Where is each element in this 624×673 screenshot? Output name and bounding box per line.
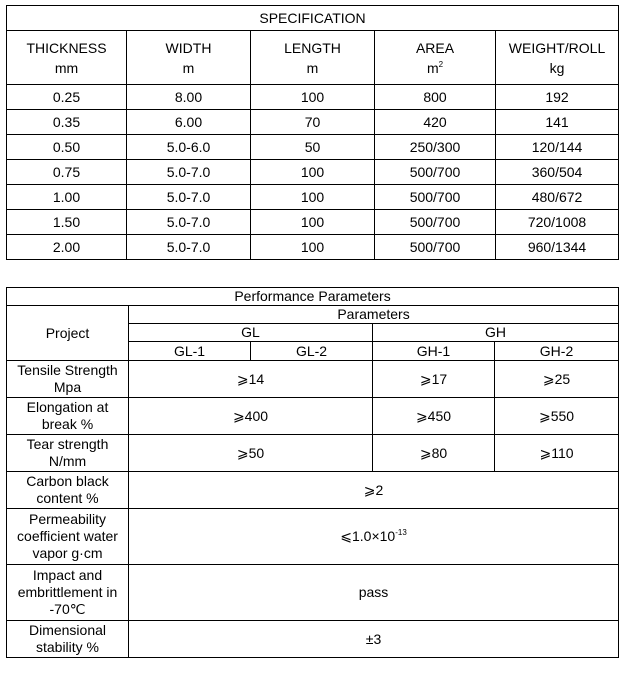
cell-length: 100: [251, 85, 375, 110]
value-all: $⩽1.0\times 10^{-13}$: [129, 509, 619, 565]
cell-thickness: 0.35: [7, 110, 127, 135]
cell-weight: 192: [496, 85, 619, 110]
subgroup-gl1-header: GL-1: [129, 342, 251, 361]
header-thickness: THICKNESS mm: [7, 31, 127, 85]
value-gh1: ⩾17: [373, 361, 495, 398]
table-row: [7, 472, 619, 509]
header-weight-roll: WEIGHT/ROLL kg: [496, 31, 619, 85]
specification-table: [6, 5, 619, 260]
cell-width: 5.0-7.0: [127, 235, 251, 260]
cell-area: 500/700: [375, 235, 496, 260]
value-gh2: ⩾110: [495, 435, 619, 472]
cell-area: 500/700: [375, 160, 496, 185]
cell-length: 70: [251, 110, 375, 135]
table-row: [7, 398, 619, 435]
header-width: WIDTH m: [127, 31, 251, 85]
subgroup-gh2-header: GH-2: [495, 342, 619, 361]
cell-weight: 360/504: [496, 160, 619, 185]
table-row: [7, 235, 619, 260]
group-gh-header: GH: [373, 324, 619, 342]
cell-area: 420: [375, 110, 496, 135]
table-row: [7, 621, 619, 658]
cell-length: 100: [251, 210, 375, 235]
project-label-tensile: Tensile Strength Mpa: [7, 361, 129, 398]
cell-weight: 480/672: [496, 185, 619, 210]
cell-thickness: 0.25: [7, 85, 127, 110]
table-row: [7, 160, 619, 185]
cell-thickness: 1.00: [7, 185, 127, 210]
table-row: [7, 110, 619, 135]
project-label-impact: Impact and embrittlement in -70℃: [7, 565, 129, 621]
table-row: [7, 435, 619, 472]
project-label-permeability: Permeability coefficient water vapor g·cm: [7, 509, 129, 565]
cell-length: 50: [251, 135, 375, 160]
table-row: [7, 210, 619, 235]
cell-thickness: 0.75: [7, 160, 127, 185]
cell-weight: 960/1344: [496, 235, 619, 260]
cell-width: 5.0-7.0: [127, 210, 251, 235]
project-label-carbon-black: Carbon black content %: [7, 472, 129, 509]
value-gh1: ⩾450: [373, 398, 495, 435]
cell-weight: 720/1008: [496, 210, 619, 235]
project-label-tear: Tear strength N/mm: [7, 435, 129, 472]
subgroup-gh1-header: GH-1: [373, 342, 495, 361]
cell-width: 8.00: [127, 85, 251, 110]
cell-width: 6.00: [127, 110, 251, 135]
cell-area: 500/700: [375, 185, 496, 210]
project-label-elongation: Elongation at break %: [7, 398, 129, 435]
table-row: [7, 509, 619, 565]
cell-area: 800: [375, 85, 496, 110]
cell-thickness: 0.50: [7, 135, 127, 160]
value-gl: ⩾14: [129, 361, 373, 398]
parameters-header: Parameters: [129, 306, 619, 324]
header-area: AREA $m^2$: [375, 31, 496, 85]
group-gl-header: GL: [129, 324, 373, 342]
value-all: ±3: [129, 621, 619, 658]
performance-table: [6, 287, 619, 658]
table-row: [7, 185, 619, 210]
subgroup-gl2-header: GL-2: [251, 342, 373, 361]
cell-width: 5.0-7.0: [127, 160, 251, 185]
project-header: Project: [7, 306, 129, 361]
table-row: [7, 135, 619, 160]
cell-width: 5.0-6.0: [127, 135, 251, 160]
table-row: [7, 85, 619, 110]
performance-title: Performance Parameters: [7, 288, 619, 306]
cell-weight: 141: [496, 110, 619, 135]
cell-length: 100: [251, 160, 375, 185]
cell-area: 250/300: [375, 135, 496, 160]
table-row: [7, 565, 619, 621]
cell-length: 100: [251, 235, 375, 260]
header-length: LENGTH m: [251, 31, 375, 85]
value-gh2: ⩾25: [495, 361, 619, 398]
value-gl: ⩾400: [129, 398, 373, 435]
value-all: pass: [129, 565, 619, 621]
specification-title: SPECIFICATION: [7, 6, 619, 31]
value-gh1: ⩾80: [373, 435, 495, 472]
value-all: ⩾2: [129, 472, 619, 509]
cell-thickness: 1.50: [7, 210, 127, 235]
project-label-dimensional: Dimensional stability %: [7, 621, 129, 658]
cell-length: 100: [251, 185, 375, 210]
value-gl: ⩾50: [129, 435, 373, 472]
value-gh2: ⩾550: [495, 398, 619, 435]
cell-weight: 120/144: [496, 135, 619, 160]
table-row: [7, 361, 619, 398]
cell-width: 5.0-7.0: [127, 185, 251, 210]
cell-thickness: 2.00: [7, 235, 127, 260]
cell-area: 500/700: [375, 210, 496, 235]
